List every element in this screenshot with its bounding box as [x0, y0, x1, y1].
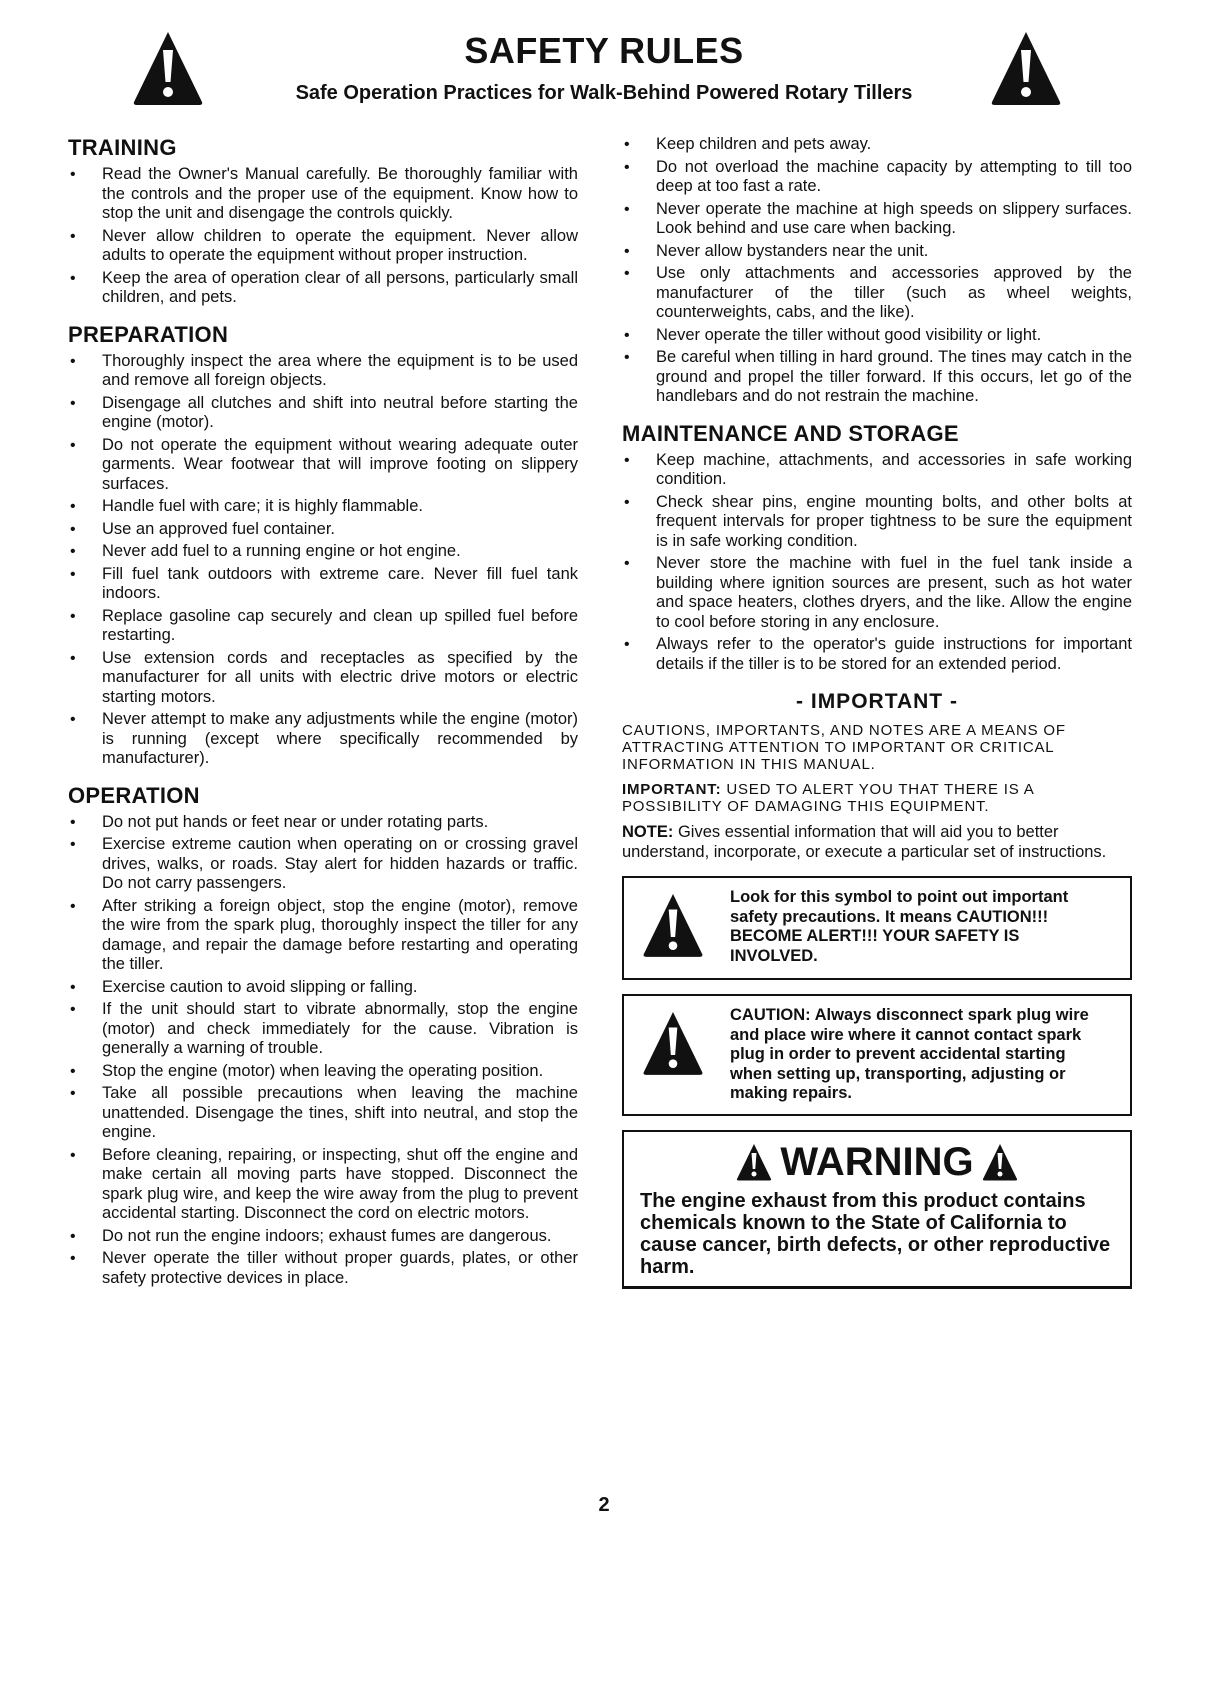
training-list — [68, 165, 578, 308]
page-title: SAFETY RULES — [464, 30, 744, 71]
warning-text: The engine exhaust from this product contains chemicals known to the State of California to cause cancer, birth defects, or other reproductive harm. — [640, 1189, 1111, 1278]
maintenance-list — [622, 451, 1132, 675]
list-item: • Fill fuel tank outdoors with extreme care. Never fill fuel tank indoors. — [68, 565, 578, 604]
list-item: • Always refer to the operator's guide instructions for important details if the tiller is to be stored for an extended period. — [622, 635, 1132, 674]
list-item: • Thoroughly inspect the area where the equipment is to be used and remove all foreign objects. — [68, 352, 578, 391]
list-item: • Handle fuel with care; it is highly flammable. — [68, 497, 578, 517]
list-item: • Do not run the engine indoors; exhaust fumes are dangerous. — [68, 1227, 578, 1247]
list-item: • Check shear pins, engine mounting bolts, and other bolts at frequent intervals for proper tightness to be sure the equipment is in safe working condition. — [622, 493, 1132, 552]
list-item: • Read the Owner's Manual carefully. Be thoroughly familiar with the controls and the proper use of the equipment. Know how to stop the unit and disengage the controls quickly. — [68, 165, 578, 224]
operation-continued-section — [622, 135, 1132, 407]
right-column — [622, 135, 1132, 1289]
note-label: NOTE: — [622, 823, 674, 841]
caution-box-text: CAUTION: Always disconnect spark plug wire and place wire where it cannot contact spark plug in order to prevent accidental starting when setting up, transporting, adjusting or making repairs. — [730, 1006, 1089, 1102]
important-definition — [622, 781, 1132, 815]
list-item: • Disengage all clutches and shift into neutral before starting the engine (motor). — [68, 394, 578, 433]
list-item: • Do not operate the equipment without wearing adequate outer garments. Wear footwear that will improve footing on slippery surfaces. — [68, 436, 578, 495]
list-item: • Never operate the tiller without good visibility or light. — [622, 326, 1132, 346]
list-item: • Never operate the tiller without proper guards, plates, or other safety protective devices in place. — [68, 1249, 578, 1288]
list-item: • Exercise extreme caution when operating on or crossing gravel drives, walks, or roads. Stay alert for hidden hazards or traffic. Do not carry passengers. — [68, 835, 578, 894]
preparation-list — [68, 352, 578, 769]
operation-section — [68, 783, 578, 1289]
important-caps-text: CAUTIONS, IMPORTANTS, AND NOTES ARE A MEANS OF ATTRACTING ATTENTION TO IMPORTANT OR CRITICAL INFORMATION IN THIS MANUAL. — [622, 722, 1066, 773]
operation-continued-list — [622, 135, 1132, 407]
note-text: Gives essential information that will aid you to better understand, incorporate, or execute a particular set of instructions. — [622, 823, 1107, 861]
list-item: • Never attempt to make any adjustments while the engine (motor) is running (except where specifically recommended by manufacturer). — [68, 710, 578, 769]
list-item: • If the unit should start to vibrate abnormally, stop the engine (motor) and check immediately for the cause. Vibration is generally a warning of trouble. — [68, 1000, 578, 1059]
caution-box — [622, 994, 1132, 1116]
operation-list — [68, 813, 578, 1289]
list-item: • Keep children and pets away. — [622, 135, 1132, 155]
list-item: • Do not overload the machine capacity by attempting to till too deep at too fast a rate. — [622, 158, 1132, 197]
operation-heading: OPERATION — [68, 782, 200, 808]
left-column — [68, 135, 578, 1302]
preparation-heading: PREPARATION — [68, 321, 229, 347]
list-item: • Never operate the machine at high speeds on slippery surfaces. Look behind and use care when backing. — [622, 200, 1132, 239]
list-item: • Exercise caution to avoid slipping or falling. — [68, 978, 578, 998]
list-item: • Never store the machine with fuel in the fuel tank inside a building where ignition sources are present, such as hot water and space heaters, clothes dryers, and the like. Allow the engine to cool before storing in any enclosure. — [622, 554, 1132, 632]
warning-triangle-icon — [736, 1143, 772, 1181]
list-item: • Take all possible precautions when leaving the machine unattended. Disengage the tines, shift into neutral, and stop the engine. — [68, 1084, 578, 1143]
page-subtitle: Safe Operation Practices for Walk-Behind Powered Rotary Tillers — [295, 82, 913, 104]
list-item: • Use only attachments and accessories approved by the manufacturer of the tiller (such as wheel weights, counterweights, cabs, and the like). — [622, 264, 1132, 323]
maintenance-section — [622, 421, 1132, 675]
maintenance-heading: MAINTENANCE AND STORAGE — [622, 420, 959, 446]
warning-triangle-icon — [642, 892, 704, 958]
training-section — [68, 135, 578, 308]
list-item: • Never allow bystanders near the unit. — [622, 242, 1132, 262]
warning-title: WARNING — [780, 1139, 974, 1184]
list-item: • Be careful when tilling in hard ground. The tines may catch in the ground and propel the tiller forward. If this occurs, let go of the handlebars and do not restrain the machine. — [622, 348, 1132, 407]
warning-triangle-icon — [990, 30, 1062, 106]
training-heading: TRAINING — [68, 135, 177, 160]
list-item: • Do not put hands or feet near or under rotating parts. — [68, 813, 578, 833]
important-section — [622, 690, 1132, 862]
symbol-box-text: Look for this symbol to point out important safety precautions. It means CAUTION!!! BECOME ALERT!!! YOUR SAFETY IS INVOLVED. — [730, 888, 1069, 965]
list-item: • Never add fuel to a running engine or hot engine. — [68, 542, 578, 562]
important-text: USED TO ALERT YOU THAT THERE IS A POSSIBILITY OF DAMAGING THIS EQUIPMENT. — [622, 781, 1034, 815]
important-heading: - IMPORTANT - — [796, 690, 958, 713]
page-header — [0, 0, 1208, 120]
warning-box — [622, 1130, 1132, 1289]
list-item: • Replace gasoline cap securely and clean up spilled fuel before restarting. — [68, 607, 578, 646]
warning-triangle-icon — [982, 1143, 1018, 1181]
list-item: • After striking a foreign object, stop the engine (motor), remove the wire from the spark plug, thoroughly inspect the tiller for any damage, and repair the damage before restarting and operating the tiller. — [68, 897, 578, 975]
note-definition — [622, 823, 1132, 862]
list-item: • Keep the area of operation clear of all persons, particularly small children, and pets. — [68, 269, 578, 308]
warning-triangle-icon — [642, 1010, 704, 1076]
important-label: IMPORTANT: — [622, 781, 722, 798]
list-item: • Use an approved fuel container. — [68, 520, 578, 540]
symbol-box — [622, 876, 1132, 980]
list-item: • Stop the engine (motor) when leaving the operating position. — [68, 1062, 578, 1082]
list-item: • Use extension cords and receptacles as specified by the manufacturer for all units with electric drive motors or electric starting motors. — [68, 649, 578, 708]
list-item: • Keep machine, attachments, and accessories in safe working condition. — [622, 451, 1132, 490]
warning-title-row — [640, 1138, 1114, 1186]
page-number: 2 — [598, 1494, 610, 1516]
list-item: • Before cleaning, repairing, or inspecting, shut off the engine and make certain all moving parts have stopped. Disconnect the spark plug wire, and keep the wire away from the plug to prevent accidental starting. Disconnect the cord on electric motors. — [68, 1146, 578, 1224]
list-item: • Never allow children to operate the equipment. Never allow adults to operate the equipment without proper instruction. — [68, 227, 578, 266]
preparation-section — [68, 322, 578, 769]
